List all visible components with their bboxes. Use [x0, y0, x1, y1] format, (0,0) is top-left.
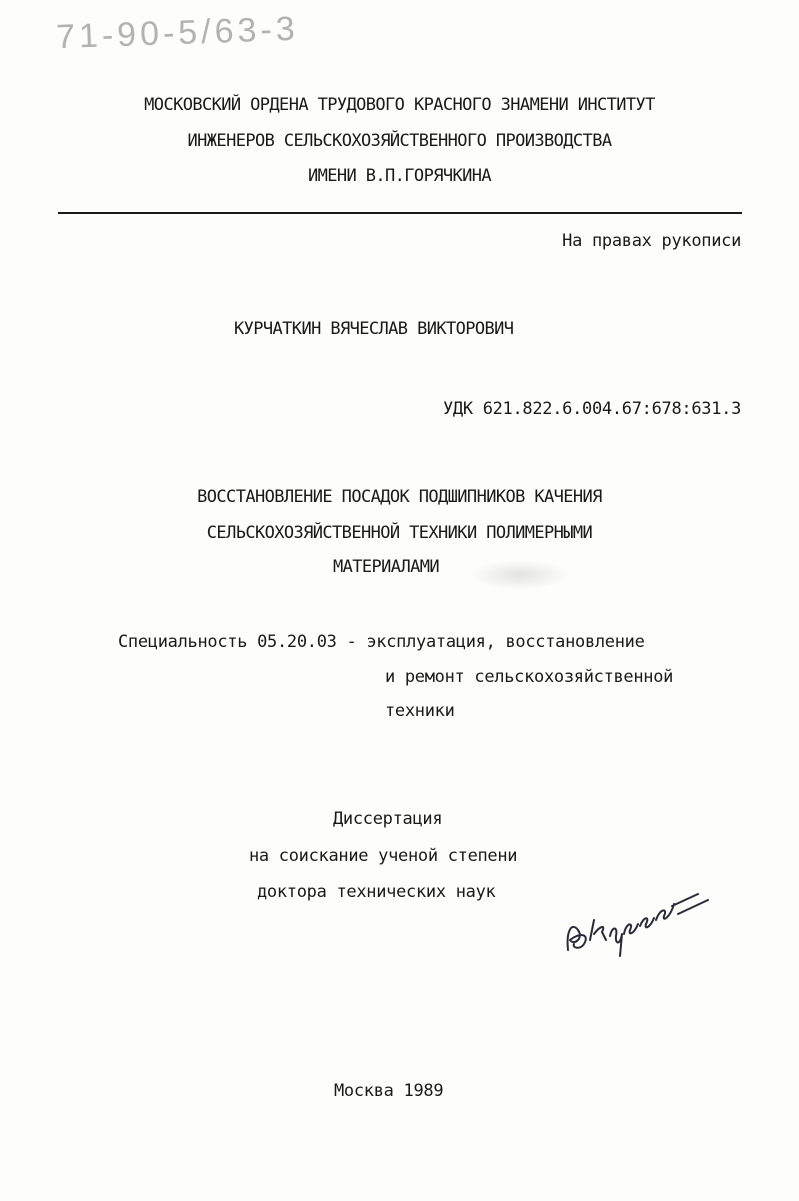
title-line-1: ВОССТАНОВЛЕНИЕ ПОСАДОК ПОДШИПНИКОВ КАЧЕНИЯ [197, 487, 602, 507]
thesis-line-2: на соискание ученой степени [249, 846, 518, 866]
specialty-line-2: и ремонт сельскохозяйственной [385, 667, 674, 687]
header-divider [58, 212, 742, 214]
institute-line-1: МОСКОВСКИЙ ОРДЕНА ТРУДОВОГО КРАСНОГО ЗНАМЕНИ ИНСТИТУТ [144, 95, 655, 115]
title-line-2: СЕЛЬСКОХОЗЯЙСТВЕННОЙ ТЕХНИКИ ПОЛИМЕРНЫМИ [206, 523, 593, 543]
place-year: Москва 1989 [334, 1081, 444, 1101]
specialty-line-1: Специальность 05.20.03 - эксплуатация, восстановление [118, 632, 645, 652]
archive-stamp: 71-90-5/63-3 [55, 9, 300, 57]
institute-line-2: ИНЖЕНЕРОВ СЕЛЬСКОХОЗЯЙСТВЕННОГО ПРОИЗВОДСТВА [187, 131, 612, 151]
author-signature [560, 860, 710, 960]
institute-line-3: ИМЕНИ В.П.ГОРЯЧКИНА [307, 166, 492, 186]
thesis-line-1: Диссертация [333, 809, 443, 829]
title-line-3: МАТЕРИАЛАМИ [333, 557, 439, 577]
scan-smudge [470, 560, 570, 590]
author-name: КУРЧАТКИН ВЯЧЕСЛАВ ВИКТОРОВИЧ [234, 319, 514, 339]
specialty-line-3: техники [385, 701, 455, 721]
udc-code: УДК 621.822.6.004.67:678:631.3 [442, 399, 741, 419]
rights-note: На правах рукописи [562, 231, 741, 251]
thesis-line-3: доктора технических наук [257, 882, 496, 902]
